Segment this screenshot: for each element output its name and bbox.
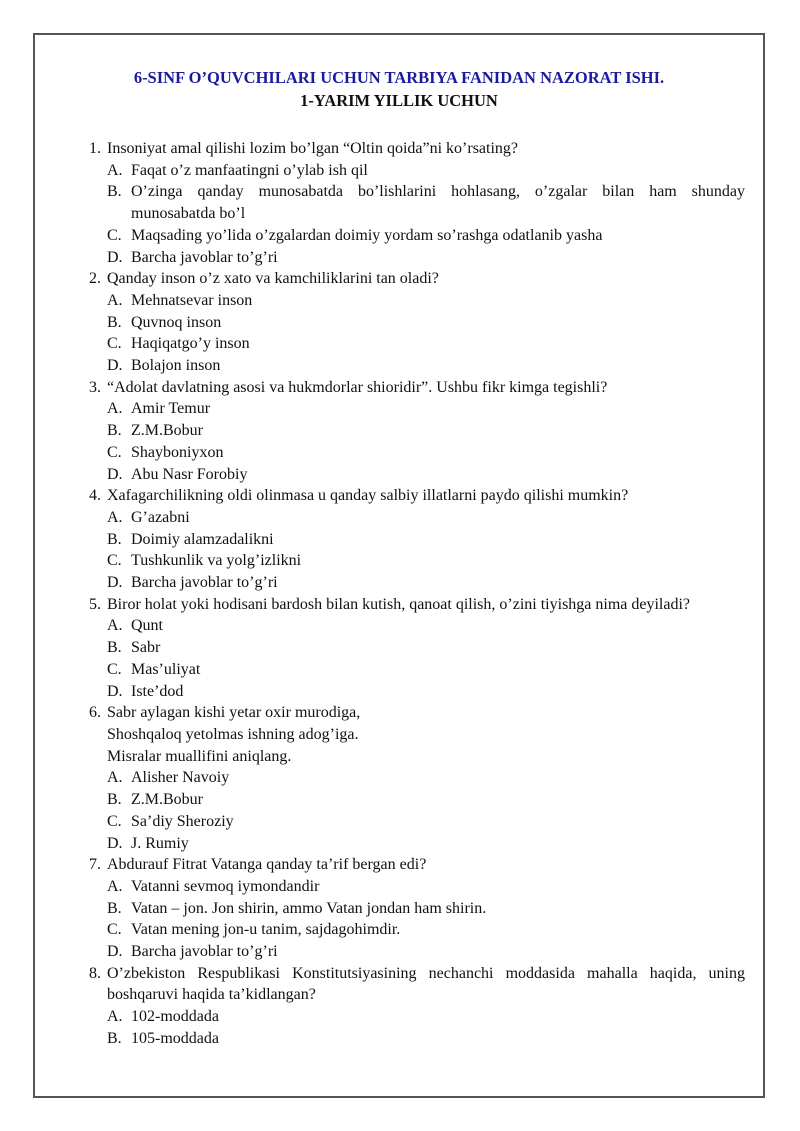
question-text-line: O’zbekiston Respublikasi Konstitutsiyasining nechanchi moddasida mahalla haqida, uning boshqaruvi haqida ta’kidlangan? bbox=[107, 964, 745, 1004]
answer-option bbox=[79, 160, 745, 182]
option-letter: B. bbox=[107, 1029, 122, 1047]
answer-option bbox=[79, 767, 745, 789]
answer-option bbox=[79, 941, 745, 963]
answer-option bbox=[79, 876, 745, 898]
option-letter: A. bbox=[107, 508, 123, 526]
question-text bbox=[107, 138, 745, 160]
question-number: 5. bbox=[89, 595, 101, 613]
question-text bbox=[107, 268, 745, 290]
option-letter: B. bbox=[107, 183, 122, 201]
question-8 bbox=[79, 963, 745, 1006]
question-text bbox=[107, 702, 745, 767]
question-text-line: Misralar muallifini aniqlang. bbox=[107, 747, 292, 765]
answer-option bbox=[79, 398, 745, 420]
question-5 bbox=[79, 594, 745, 616]
option-text: Abu Nasr Forobiy bbox=[131, 465, 248, 483]
answer-option bbox=[79, 550, 745, 572]
option-letter: C. bbox=[107, 443, 122, 461]
option-letter: C. bbox=[107, 921, 122, 939]
option-letter: A. bbox=[107, 291, 123, 309]
question-text-line: “Adolat davlatning asosi va hukmdorlar shioridir”. Ushbu fikr kimga tegishli? bbox=[107, 378, 608, 396]
question-text-line: Qanday inson o’z xato va kamchiliklarini tan oladi? bbox=[107, 270, 439, 288]
option-letter: B. bbox=[107, 899, 122, 917]
question-text-line: Insoniyat amal qilishi lozim bo’lgan “Oltin qoida”ni ko’rsating? bbox=[107, 140, 519, 157]
option-text: Sa’diy Sheroziy bbox=[131, 812, 234, 830]
answer-option bbox=[79, 529, 745, 551]
question-2 bbox=[79, 268, 745, 290]
answer-option bbox=[79, 919, 745, 941]
question-text bbox=[107, 594, 745, 616]
answer-option bbox=[79, 507, 745, 529]
option-text: Z.M.Bobur bbox=[131, 791, 203, 809]
option-letter: A. bbox=[107, 400, 123, 418]
question-list bbox=[79, 138, 745, 1050]
question-number: 2. bbox=[89, 270, 101, 288]
question-text bbox=[107, 963, 745, 1006]
option-letter: C. bbox=[107, 812, 122, 830]
option-text: Quvnoq inson bbox=[131, 313, 222, 331]
option-text: Faqat o’z manfaatingni o’ylab ish qil bbox=[131, 161, 368, 179]
document-page bbox=[33, 33, 765, 1098]
option-letter: D. bbox=[107, 357, 123, 375]
option-letter: C. bbox=[107, 552, 122, 570]
question-text-line: Biror holat yoki hodisani bardosh bilan kutish, qanoat qilish, o’zini tiyishga nima deyiladi? bbox=[107, 595, 691, 613]
option-letter: D. bbox=[107, 465, 123, 483]
option-letter: C. bbox=[107, 226, 122, 244]
answer-option bbox=[79, 572, 745, 594]
answer-option bbox=[79, 1006, 745, 1028]
question-number: 1. bbox=[89, 140, 101, 157]
question-text-line: Sabr aylagan kishi yetar oxir murodiga, bbox=[107, 704, 361, 722]
answer-option bbox=[79, 637, 745, 659]
answer-option bbox=[79, 225, 745, 247]
answer-option bbox=[79, 833, 745, 855]
answer-option bbox=[79, 659, 745, 681]
option-text: Vatan mening jon-u tanim, sajdagohimdir. bbox=[131, 921, 401, 939]
option-letter: A. bbox=[107, 877, 123, 895]
question-text-line: Xafagarchilikning oldi olinmasa u qanday salbiy illatlarni paydo qilishi mumkin? bbox=[107, 487, 629, 505]
option-letter: D. bbox=[107, 248, 123, 266]
question-6 bbox=[79, 702, 745, 767]
option-text: Mehnatsevar inson bbox=[131, 291, 253, 309]
option-text: 105-moddada bbox=[131, 1029, 219, 1047]
question-text-line: Shoshqaloq yetolmas ishning adog’iga. bbox=[107, 725, 359, 743]
question-number: 4. bbox=[89, 487, 101, 505]
answer-option bbox=[79, 312, 745, 334]
answer-option bbox=[79, 355, 745, 377]
option-text: Mas’uliyat bbox=[131, 660, 201, 678]
option-text: Z.M.Bobur bbox=[131, 422, 203, 440]
answer-option bbox=[79, 681, 745, 703]
option-text: O’zinga qanday munosabatda bo’lishlarini hohlasang, o’zgalar bilan ham shunday munosabatda bo’l bbox=[131, 183, 745, 223]
answer-option bbox=[79, 181, 745, 224]
answer-option bbox=[79, 290, 745, 312]
option-text: Tushkunlik va yolg’izlikni bbox=[131, 552, 302, 570]
answer-option bbox=[79, 464, 745, 486]
option-text: Barcha javoblar to’g’ri bbox=[131, 248, 278, 266]
option-letter: A. bbox=[107, 769, 123, 787]
answer-option bbox=[79, 789, 745, 811]
option-letter: B. bbox=[107, 791, 122, 809]
option-letter: C. bbox=[107, 660, 122, 678]
option-text: Barcha javoblar to’g’ri bbox=[131, 574, 278, 592]
option-text: Maqsading yo’lida o’zgalardan doimiy yordam so’rashga odatlanib yasha bbox=[131, 226, 603, 244]
option-letter: C. bbox=[107, 335, 122, 353]
option-text: Amir Temur bbox=[131, 400, 211, 418]
answer-option bbox=[79, 1028, 745, 1050]
option-text: Bolajon inson bbox=[131, 357, 221, 375]
document-title: 6-SINF O’QUVCHILARI UCHUN TARBIYA FANIDAN NAZORAT ISHI. bbox=[133, 68, 665, 87]
question-text bbox=[107, 854, 745, 876]
question-1 bbox=[79, 138, 745, 160]
answer-option bbox=[79, 615, 745, 637]
option-letter: B. bbox=[107, 422, 122, 440]
option-text: 102-moddada bbox=[131, 1008, 219, 1026]
option-letter: A. bbox=[107, 161, 123, 179]
question-number: 7. bbox=[89, 856, 101, 874]
answer-option bbox=[79, 247, 745, 269]
option-letter: D. bbox=[107, 574, 123, 592]
option-text: Alisher Navoiy bbox=[131, 769, 230, 787]
option-text: Vatan – jon. Jon shirin, ammo Vatan jondan ham shirin. bbox=[131, 899, 487, 917]
option-letter: A. bbox=[107, 1008, 123, 1026]
option-letter: D. bbox=[107, 834, 123, 852]
option-text: Iste’dod bbox=[131, 682, 184, 700]
question-number: 3. bbox=[89, 378, 101, 396]
option-text: Doimiy alamzadalikni bbox=[131, 530, 274, 548]
option-text: Haqiqatgo’y inson bbox=[131, 335, 250, 353]
question-text bbox=[107, 485, 745, 507]
option-text: G’azabni bbox=[131, 508, 190, 526]
option-text: Barcha javoblar to’g’ri bbox=[131, 943, 278, 961]
question-3 bbox=[79, 377, 745, 399]
option-letter: D. bbox=[107, 682, 123, 700]
option-letter: D. bbox=[107, 943, 123, 961]
answer-option bbox=[79, 811, 745, 833]
question-number: 8. bbox=[89, 964, 101, 982]
option-text: Vatanni sevmoq iymondandir bbox=[131, 877, 320, 895]
option-text: Sabr bbox=[131, 639, 161, 657]
question-text-line: Abdurauf Fitrat Vatanga qanday ta’rif bergan edi? bbox=[107, 856, 427, 874]
question-4 bbox=[79, 485, 745, 507]
answer-option bbox=[79, 333, 745, 355]
question-number: 6. bbox=[89, 704, 101, 722]
question-7 bbox=[79, 854, 745, 876]
option-text: Shayboniyxon bbox=[131, 443, 224, 461]
option-letter: B. bbox=[107, 530, 122, 548]
option-letter: B. bbox=[107, 639, 122, 657]
document-subtitle: 1-YARIM YILLIK UCHUN bbox=[300, 91, 498, 110]
option-text: J. Rumiy bbox=[131, 834, 189, 852]
option-text: Qunt bbox=[131, 617, 163, 635]
option-letter: A. bbox=[107, 617, 123, 635]
question-text bbox=[107, 377, 745, 399]
option-letter: B. bbox=[107, 313, 122, 331]
answer-option bbox=[79, 442, 745, 464]
answer-option bbox=[79, 898, 745, 920]
answer-option bbox=[79, 420, 745, 442]
